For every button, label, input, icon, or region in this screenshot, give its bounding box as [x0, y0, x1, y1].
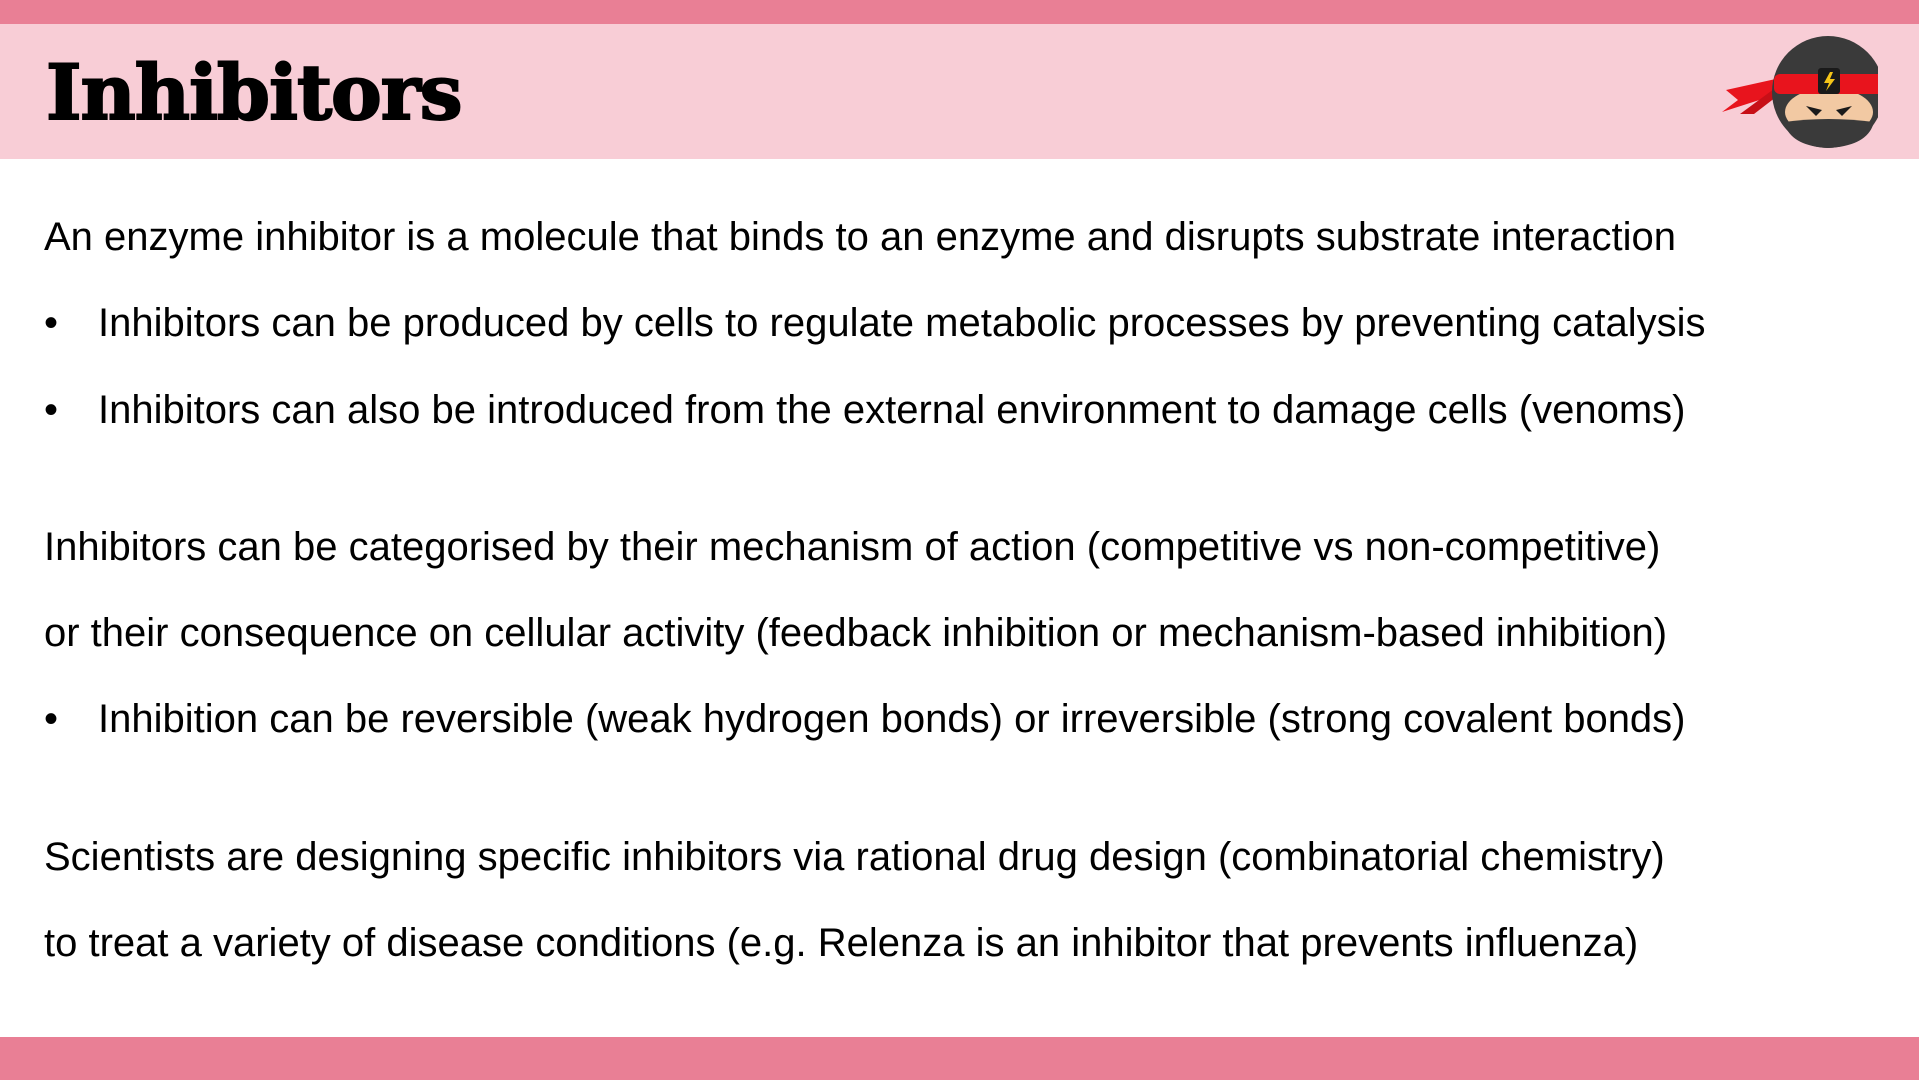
top-accent-bar: [0, 0, 1919, 24]
paragraph-categorisation-line-1: Inhibitors can be categorised by their mechanism of action (competitive vs non-competitive): [44, 525, 1661, 569]
bullet-text: Inhibitors can be produced by cells to regulate metabolic processes by preventing catalysis: [98, 301, 1706, 345]
paragraph-enzyme-inhibitor: An enzyme inhibitor is a molecule that binds to an enzyme and disrupts substrate interaction: [44, 215, 1676, 259]
bullet-marker: •: [44, 388, 59, 432]
paragraph-categorisation-line-2: or their consequence on cellular activity (feedback inhibition or mechanism-based inhibition): [44, 611, 1668, 655]
bullet-marker: •: [44, 301, 59, 345]
paragraph-drug-design-line-1: Scientists are designing specific inhibitors via rational drug design (combinatorial chemistry): [44, 835, 1665, 879]
bottom-accent-bar: [0, 1037, 1919, 1080]
bullet-text: Inhibition can be reversible (weak hydrogen bonds) or irreversible (strong covalent bonds): [98, 697, 1686, 741]
paragraph-drug-design-line-2: to treat a variety of disease conditions (e.g. Relenza is an inhibitor that prevents influenza): [44, 921, 1639, 965]
ninja-mascot-icon: [1718, 30, 1878, 154]
bullet-text: Inhibitors can also be introduced from the external environment to damage cells (venoms): [98, 388, 1686, 432]
bullet-marker: •: [44, 697, 59, 741]
slide-title: Inhibitors: [46, 48, 462, 137]
